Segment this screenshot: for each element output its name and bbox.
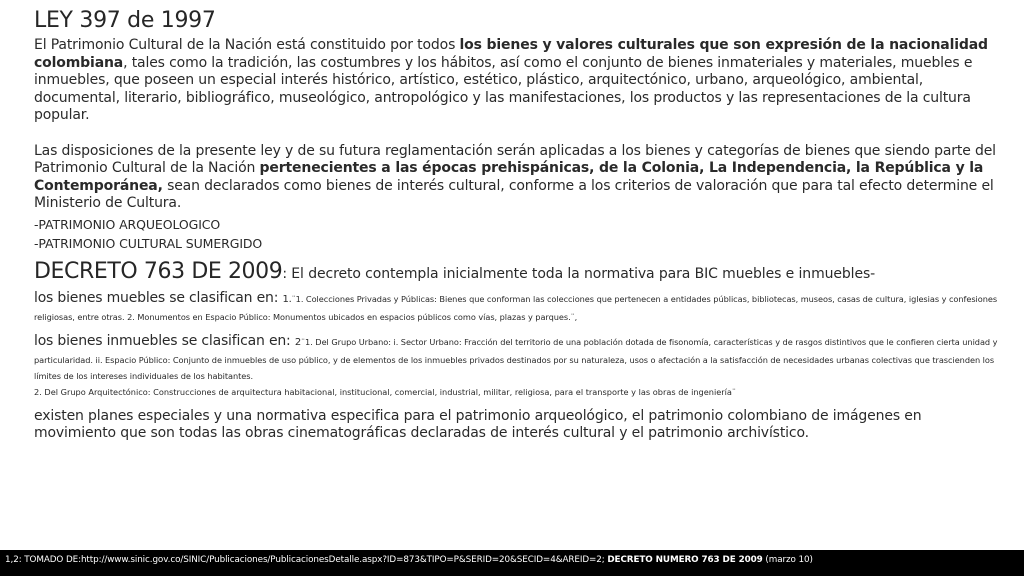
slide-content [34, 8, 1002, 457]
inmuebles-block [34, 332, 1002, 381]
muebles-block [34, 289, 1002, 323]
footer-bar [0, 550, 1024, 576]
slide-title: LEY 397 de 1997 [34, 8, 216, 33]
final-paragraph: existen planes especiales y una normativa especifica para el patrimonio arqueológico, el patrimonio colombiano de imágenes en movimiento que son todas las obras cinematográficas declaradas de interés cultural y el patrimonio archivístico. [34, 407, 922, 441]
inmuebles-text-2: 2. Del Grupo Arquitectónico: Construcciones de arquitectura habitacional, institucional, comercial, industrial, militar, religiosa, para el transporte y las obras de ingeniería¨ [34, 387, 737, 397]
paragraph-gap [34, 125, 1002, 143]
para2-bold: pertenecientes a las épocas prehispánicas, de la Colonia, La Independencia, la República y la Contemporánea, [34, 160, 984, 194]
para2-text-b: sean declarados como bienes de interés cultural, conforme a los criterios de valoración que para tal efecto determine el Ministerio de Cultura. [34, 177, 994, 211]
footer-citation [5, 555, 813, 565]
footer-decreto: DECRETO NUMERO 763 DE 2009 [607, 555, 763, 565]
ley-paragraph-1 [34, 37, 1002, 125]
footer-source: 1,2: TOMADO DE:http://www.sinic.gov.co/SINIC/Publicaciones/PublicacionesDetalle.aspx?ID=873&TIPO=P&SERID=20&SECID=4&AREID=2; [5, 555, 608, 565]
list-item-sumergido: -PATRIMONIO CULTURAL SUMERGIDO [34, 235, 263, 251]
decreto-heading [34, 259, 1002, 287]
inmuebles-number: 2 [294, 337, 301, 348]
para1-text-a: El Patrimonio Cultural de la Nación está constituido por todos [34, 37, 460, 53]
inmuebles-text: ¨1. Del Grupo Urbano: i. Sector Urbano: Fracción del territorio de una población dotada de fisonomía, características y de rasgos distintivos que le confieren cierta unidad y particularidad. ii. Espacio Público: Conjunto de inmuebles de uso público, y de elementos de los inmuebles privados destinados por su naturaleza, usos o afectación a la satisfacción de necesidades urbanas colectivas que trascienden los límites de los intereses individuales de los habitantes. [34, 337, 998, 381]
footer-date: (marzo 10) [762, 555, 813, 565]
muebles-lead: los bienes muebles se clasifican en: [34, 289, 283, 306]
decreto-title: DECRETO 763 DE 2009 [34, 258, 283, 284]
inmuebles-lead: los bienes inmuebles se clasifican en: [34, 333, 295, 349]
muebles-text: ¨1. Colecciones Privadas y Públicas: Bienes que conforman las colecciones que pertenecen a entidades públicas, bibliotecas, museos, casas de cultura, iglesias y confesiones religiosas, entre otras. 2. Monumentos en Espacio Público: Monumentos ubicados en espacios públicos como vías, plazas y parques.¨, [34, 293, 998, 322]
para2-text-a: Las disposiciones de la presente ley y de su futura reglamentación serán aplicadas a los bienes y categorías de bienes que siendo parte del Patrimonio Cultural de la Nación [34, 142, 996, 176]
muebles-number: 1. [282, 293, 292, 305]
para1-bold: los bienes y valores culturales que son expresión de la nacionalidad colombiana [34, 37, 988, 71]
decreto-description: : El decreto contempla inicialmente toda la normativa para BIC muebles e inmuebles- [282, 265, 876, 282]
list-item-arqueologico: -PATRIMONIO ARQUEOLOGICO [34, 216, 221, 232]
ley-paragraph-2 [34, 143, 1002, 213]
para1-text-b: , tales como la tradición, las costumbres y los hábitos, así como el conjunto de bienes inmateriales y materiales, muebles e inmuebles, que poseen un especial interés histórico, artístico, estético, plástico, arquitectónico, urbano, arqueológico, ambiental, documental, literario, bibliográfico, museológico, antropológico y las manifestaciones, los productos y las representaciones de la cultura popular. [34, 54, 973, 123]
